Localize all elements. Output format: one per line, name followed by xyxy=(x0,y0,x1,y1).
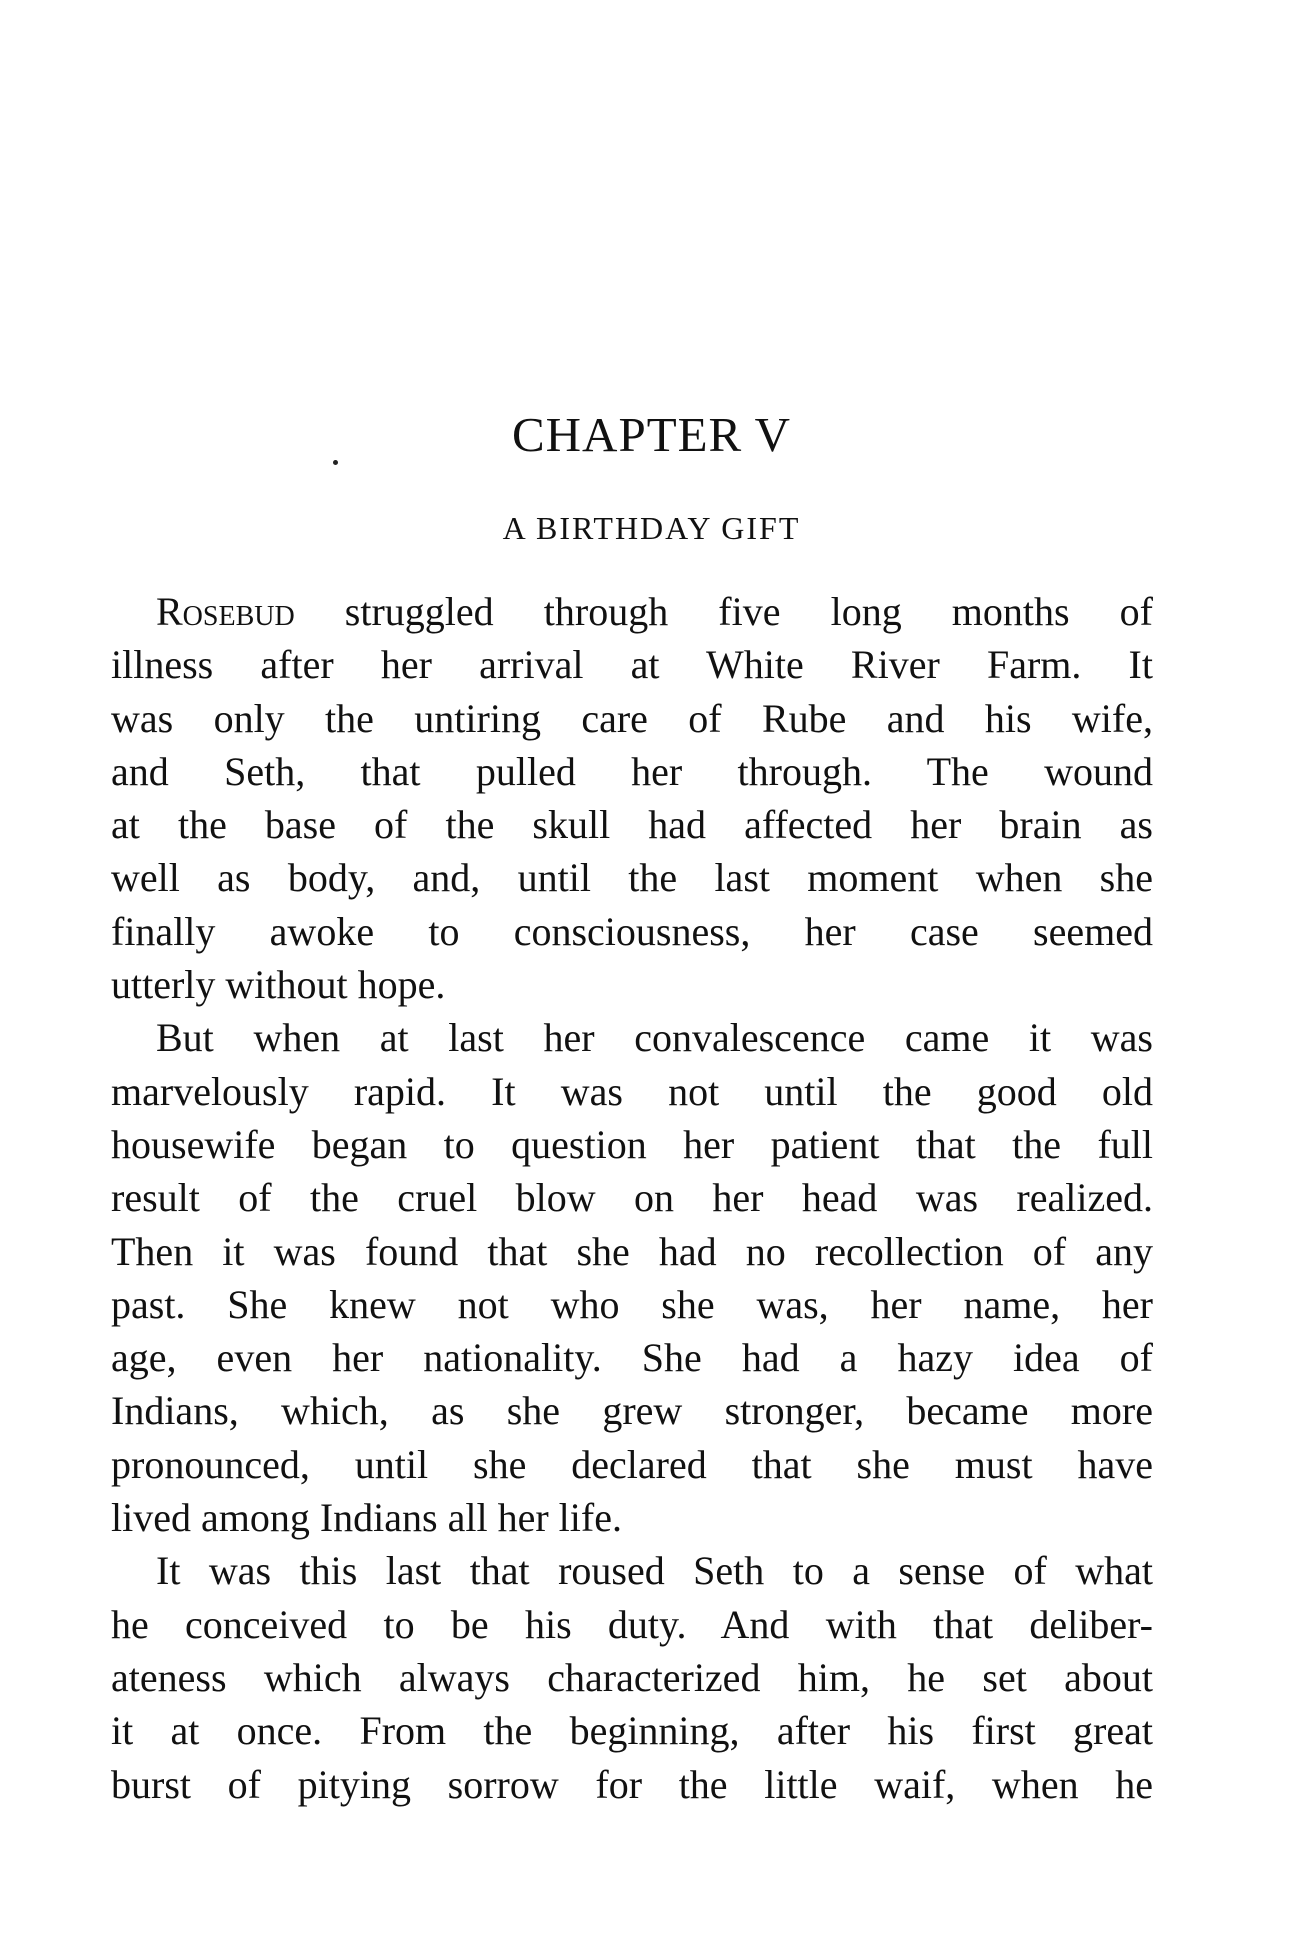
text-line: utterly without hope. xyxy=(111,962,446,1008)
lead-word: Rosebud xyxy=(156,589,295,634)
text-line: Rosebud struggled through five long months of xyxy=(156,589,1153,634)
paragraph-3 xyxy=(111,1544,1153,1810)
text-line: burst of pitying sorrow for the little waif, when he xyxy=(111,1761,1153,1807)
text-line: lived among Indians all her life. xyxy=(111,1495,622,1541)
text-line: But when at last her convalescence came it was xyxy=(156,1015,1153,1061)
text-line: Indians, which, as she grew stronger, became more xyxy=(111,1388,1153,1434)
text-line: it at once. From the beginning, after his first great xyxy=(111,1708,1153,1754)
text-line: finally awoke to consciousness, her case seemed xyxy=(111,908,1153,954)
chapter-body xyxy=(111,585,1153,1811)
text-line: well as body, and, until the last moment when she xyxy=(111,855,1153,901)
text-line: ateness which always characterized him, he set about xyxy=(111,1654,1153,1700)
text-line: marvelously rapid. It was not until the good old xyxy=(111,1068,1153,1114)
text-line: past. She knew not who she was, her name, her xyxy=(111,1281,1153,1327)
text-line: he conceived to be his duty. And with that deliber- xyxy=(111,1601,1153,1647)
paragraph-2 xyxy=(111,1011,1153,1544)
chapter-subtitle: A BIRTHDAY GIFT xyxy=(502,510,801,546)
paragraph-1 xyxy=(111,585,1153,1011)
text-line: was only the untiring care of Rube and his wife, xyxy=(111,695,1153,741)
text-line: Then it was found that she had no recollection of any xyxy=(111,1228,1153,1274)
text-line: pronounced, until she declared that she must have xyxy=(111,1441,1153,1487)
text-line: and Seth, that pulled her through. The wound xyxy=(111,748,1153,794)
text-line: housewife began to question her patient that the full xyxy=(111,1121,1153,1167)
chapter-title: CHAPTER V xyxy=(511,407,791,462)
text-line: age, even her nationality. She had a hazy idea of xyxy=(111,1335,1153,1381)
text-line: It was this last that roused Seth to a sense of what xyxy=(156,1548,1153,1594)
text-line: at the base of the skull had affected her brain as xyxy=(111,802,1153,848)
text-line: illness after her arrival at White River Farm. It xyxy=(111,642,1153,688)
text-line: result of the cruel blow on her head was realized. xyxy=(111,1175,1153,1221)
stray-ink-dot xyxy=(333,460,338,465)
